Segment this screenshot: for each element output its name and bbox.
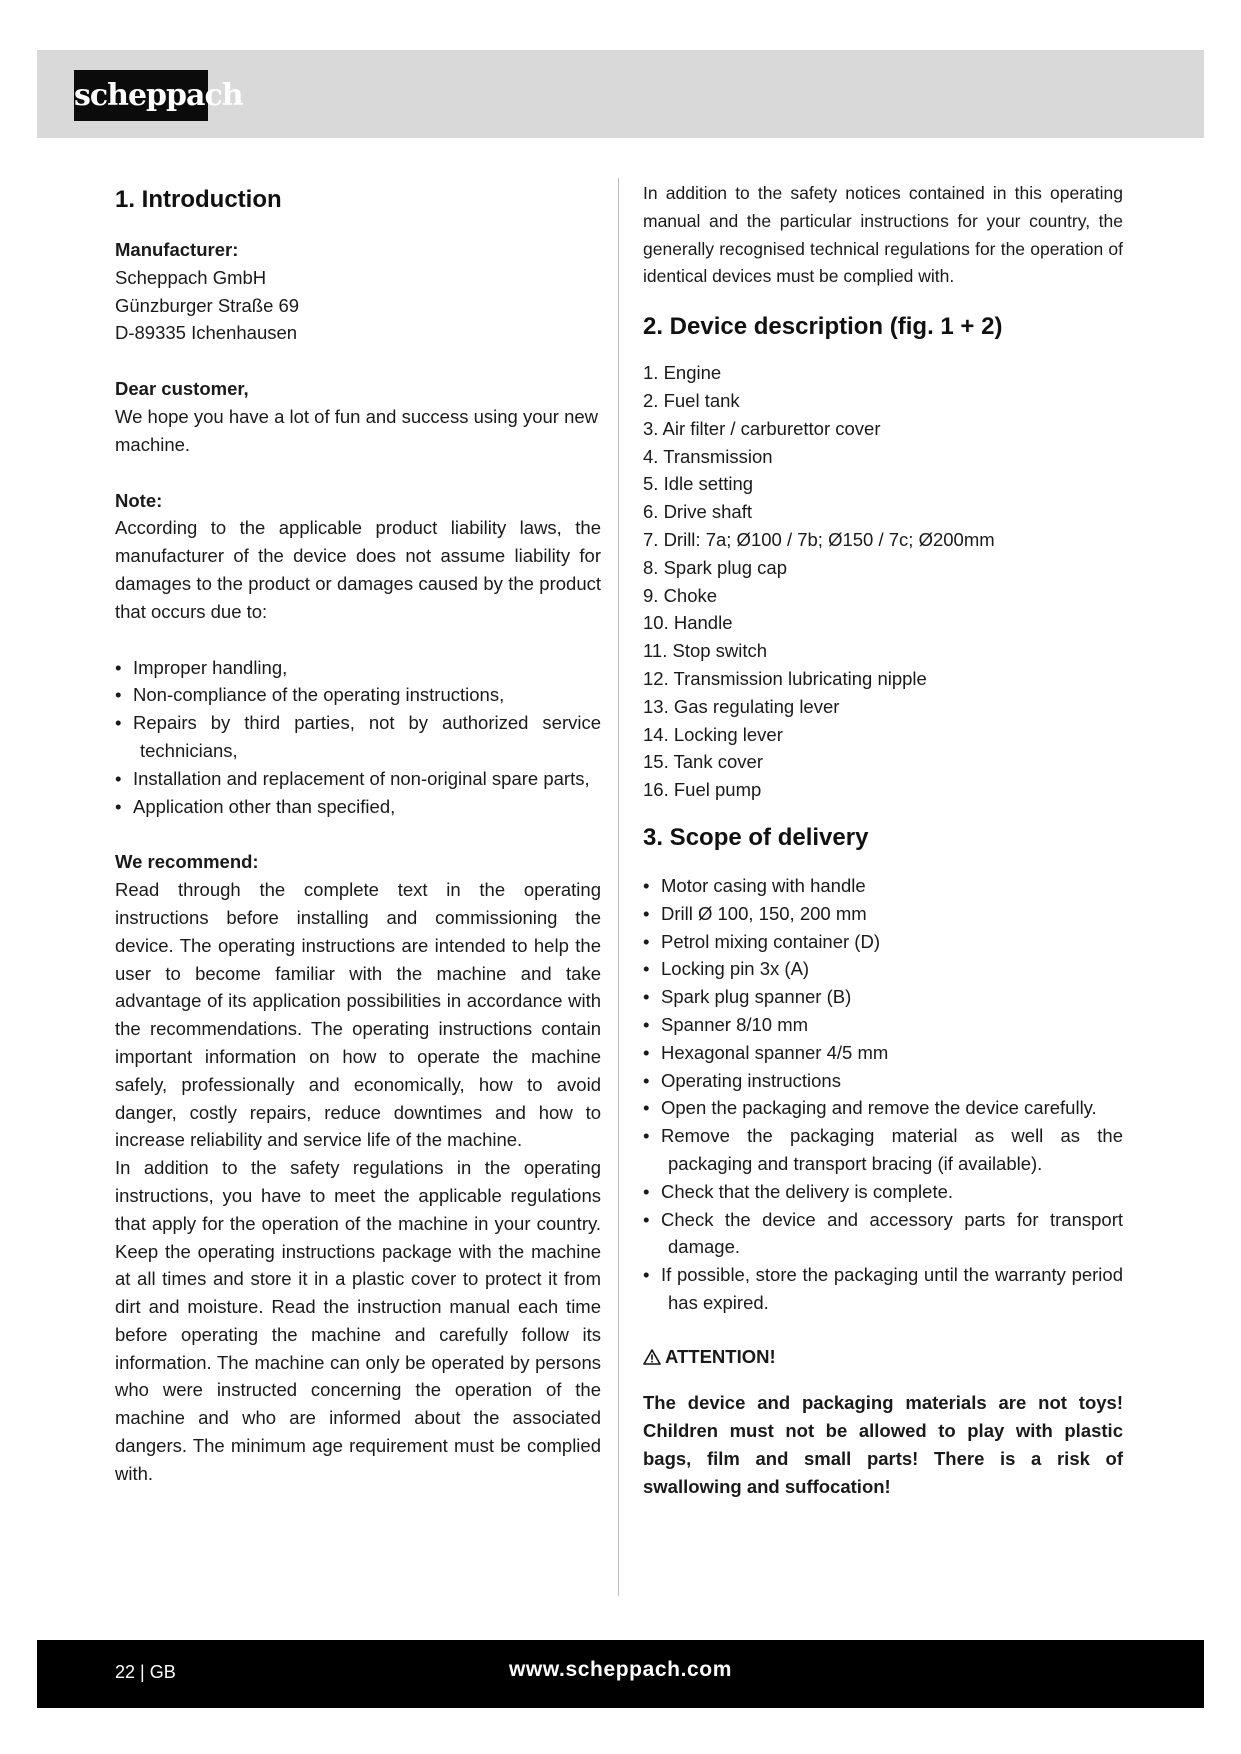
dear-customer-label: Dear customer, [115,378,249,400]
page-footer [37,1640,1204,1708]
list-item: • Spanner 8/10 mm [643,1013,809,1035]
attention-text: The device and packaging materials are not toys! Children must not be allowed to play with plastic bags, film and small parts! There is a risk of swallowing and suffocation! [643,1392,1123,1497]
warning-icon [643,1349,661,1365]
manufacturer-label: Manufacturer: [115,239,239,260]
safety-regulations-text: In addition to the safety notices contained in this operating manual and the particular instructions for your country, the generally recognised technical regulations for the operation of identical devices must be complied with. [643,183,1123,287]
list-item: 3. Air filter / carburettor cover [643,417,881,439]
note-text: According to the applicable product liability laws, the manufacturer of the device does not assume liability for damages to the product or damages caused by the product that occurs due to: [115,517,601,622]
device-parts-list [643,359,1123,804]
website-link[interactable]: www.scheppach.com [509,1658,732,1681]
list-item: • Improper handling, [115,656,288,678]
list-item: 13. Gas regulating lever [643,695,840,717]
scope-of-delivery-heading: 3. Scope of delivery [643,823,869,851]
scheppach-logo: scheppach [74,70,208,121]
list-item: 11. Stop switch [643,640,768,662]
list-item: 12. Transmission lubricating nipple [643,667,927,689]
list-item: • Remove the packaging material as well as the packaging and transport bracing (if available). [643,1125,1123,1174]
column-divider [618,178,619,1596]
manufacturer-street: Günzburger Straße 69 [115,294,300,316]
list-item: 5. Idle setting [643,473,754,495]
list-item: • Locking pin 3x (A) [643,958,810,980]
list-item: 6. Drive shaft [643,501,752,523]
list-item: 2. Fuel tank [643,389,740,411]
list-item: • If possible, store the packaging until the warranty period has expired. [643,1264,1123,1313]
scope-list [643,872,1123,1317]
list-item: 8. Spark plug cap [643,556,787,578]
list-item: • Drill Ø 100, 150, 200 mm [643,902,867,924]
list-item: • Petrol mixing container (D) [643,930,880,952]
recommend-text-1: Read through the complete text in the operating instructions before installing and commissioning the device. The operating instructions are intended to help the user to become familiar with the machine and take advantage of its application possibilities in accordance with the recommendations. The operating instructions contain important information on how to operate the machine safely, professionally and economically, how to avoid danger, costly repairs, reduce downtimes and how to increase reliability and service life of the machine. [115,879,601,1151]
list-item: • Open the packaging and remove the device carefully. [643,1097,1097,1119]
device-description-heading: 2. Device description (fig. 1 + 2) [643,313,1003,341]
list-item: • Repairs by third parties, not by authorized service technicians, [115,712,601,761]
recommend-text-2: In addition to the safety regulations in the operating instructions, you have to meet the applicable regulations that apply for the operation of the machine in your country. Keep the operating instructions package with the machine at all times and store it in a plastic cover to protect it from dirt and moisture. Read the instruction manual each time before operating the machine and carefully follow its information. The machine can only be operated by persons who were instructed concerning the operation of the machine and who are informed about the associated dangers. The minimum age requirement must be complied with. [115,1157,601,1484]
list-item: 1. Engine [643,362,722,384]
list-item: • Spark plug spanner (B) [643,986,852,1008]
manufacturer-city: D-89335 Ichenhausen [115,322,298,344]
list-item: • Check that the delivery is complete. [643,1180,954,1202]
dear-customer-text: We hope you have a lot of fun and success using your new machine. [115,405,599,455]
list-item: 15. Tank cover [643,751,763,773]
introduction-heading: 1. Introduction [115,186,282,213]
left-column [115,180,601,1488]
note-label: Note: [115,489,163,511]
list-item: • Operating instructions [643,1069,841,1091]
list-item: • Installation and replacement of non-original spare parts, [115,767,590,789]
list-item: 16. Fuel pump [643,779,762,801]
attention-title [643,1343,1123,1371]
list-item: • Motor casing with handle [643,874,866,896]
right-column [643,180,1123,1519]
manufacturer-name: Scheppach GmbH [115,266,267,288]
list-item: 10. Handle [643,612,733,634]
list-item: • Application other than specified, [115,795,396,817]
page-number: 22 | GB [115,1662,176,1682]
attention-label: ATTENTION! [665,1345,776,1367]
list-item: • Non-compliance of the operating instructions, [115,684,505,706]
list-item: • Hexagonal spanner 4/5 mm [643,1041,889,1063]
list-item: 4. Transmission [643,445,773,467]
list-item: • Check the device and accessory parts for transport damage. [643,1208,1123,1258]
list-item: 7. Drill: 7a; Ø100 / 7b; Ø150 / 7c; Ø200mm [643,528,995,550]
liability-list [115,654,601,821]
recommend-label: We recommend: [115,851,259,873]
list-item: 9. Choke [643,584,718,606]
list-item: 14. Locking lever [643,723,783,745]
